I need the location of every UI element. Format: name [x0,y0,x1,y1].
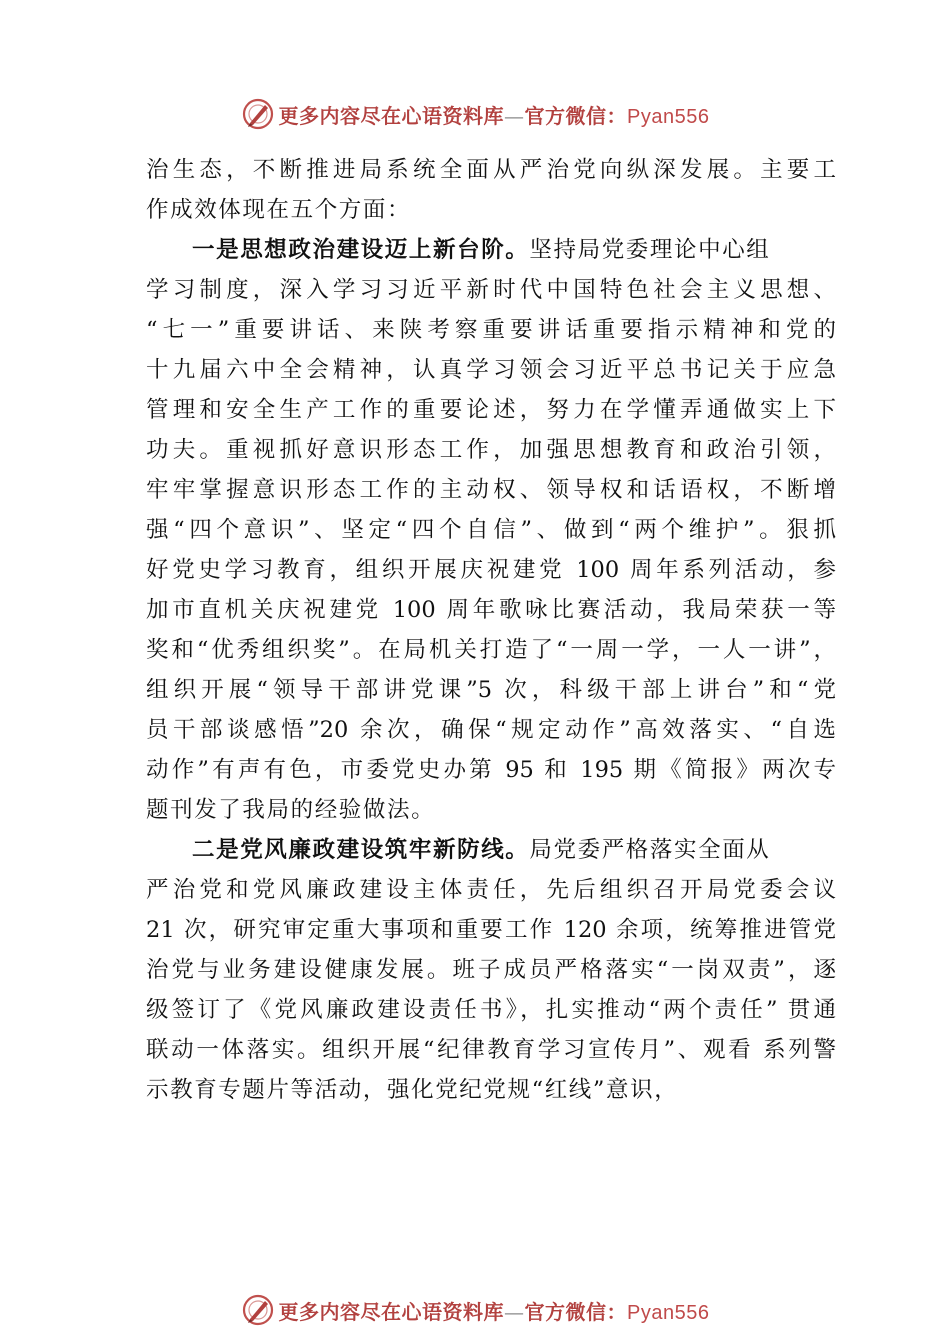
paragraph-2-heading: 二是党风廉政建设筑牢新防线。 [192,837,530,863]
text-line: 治生态，不断推进局系统全面从严治党向纵深发展。主要工 [146,157,836,183]
text-line: 好党史学习教育，组织开展庆祝建党 100 周年系列活动，参 [146,557,836,583]
paragraph-1-heading: 一是思想政治建设迈上新台阶。 [192,237,530,263]
text-line: 严治党和党风廉政建设主体责任，先后组织召开局党委会议 [146,877,836,903]
banner-dash: — [504,103,525,128]
text-line: 牢牢掌握意识形态工作的主动权、领导权和话语权，不断增 [146,477,836,503]
footer-banner [0,1290,950,1330]
banner-main: 更多内容尽在心语资料库 [278,103,505,128]
paragraph-2-lead: 局党委严格落实全面从 [529,837,771,863]
text-line: 奖和“优秀组织奖”。在局机关打造了“一周一学，一人一讲”， [146,637,836,663]
banner-main: 更多内容尽在心语资料库 [278,1299,505,1324]
banner-wechat-id: Pyan556 [627,105,710,128]
text-line: 动作”有声有色，市委党史办第 95 和 195 期《简报》两次专 [146,757,836,783]
text-line: 作成效体现在五个方面： [146,197,412,223]
text-line: 示教育专题片等活动，强化党纪党规“红线”意识， [146,1077,679,1103]
banner-dash: — [504,1299,525,1324]
banner-official: 官方微信： [524,1299,628,1324]
text-line: 联动一体落实。组织开展“纪律教育学习宣传月”、观看 系列警 [146,1037,836,1063]
paragraph-1-first-line [146,230,836,270]
text-line: 级签订了《党风廉政建设责任书》，扎实推动“两个责任” 贯通 [146,997,836,1023]
text-line: 管理和安全生产工作的重要论述，努力在学懂弄通做实上下 [146,397,836,423]
banner-text [279,100,710,129]
text-line: 治党与业务建设健康发展。班子成员严格落实“一岗双责”，逐 [146,957,836,983]
text-line: 员干部谈感悟”20 余次，确保“规定动作”高效落实、“自选 [146,717,836,743]
document-body [146,150,836,1110]
text-line: 题刊发了我局的经验做法。 [146,797,436,823]
banner-text [279,1296,710,1325]
paragraph-2-first-line [146,830,836,870]
pen-logo-icon [241,1293,275,1327]
text-line: 组织开展“领导干部讲党课”5 次，科级干部上讲台”和“党 [146,677,836,703]
banner-official: 官方微信： [524,103,628,128]
header-banner [0,94,950,134]
text-line: “七一”重要讲话、来陕考察重要讲话重要指示精神和党的 [146,317,836,343]
text-line: 十九届六中全会精神，认真学习领会习近平总书记关于应急 [146,357,836,383]
pen-logo-icon [241,97,275,131]
paragraph-1-lead: 坚持局党委理论中心组 [529,237,771,263]
banner-wechat-id: Pyan556 [627,1301,710,1324]
text-line: 强“四个意识”、坚定“四个自信”、做到“两个维护”。狠抓 [146,517,836,543]
text-line: 功夫。重视抓好意识形态工作，加强思想教育和政治引领， [146,437,836,463]
text-line: 21 次，研究审定重大事项和重要工作 120 余项，统筹推进管党 [146,917,836,943]
text-line: 加市直机关庆祝建党 100 周年歌咏比赛活动，我局荣获一等 [146,597,836,623]
text-line: 学习制度，深入学习习近平新时代中国特色社会主义思想、 [146,277,836,303]
